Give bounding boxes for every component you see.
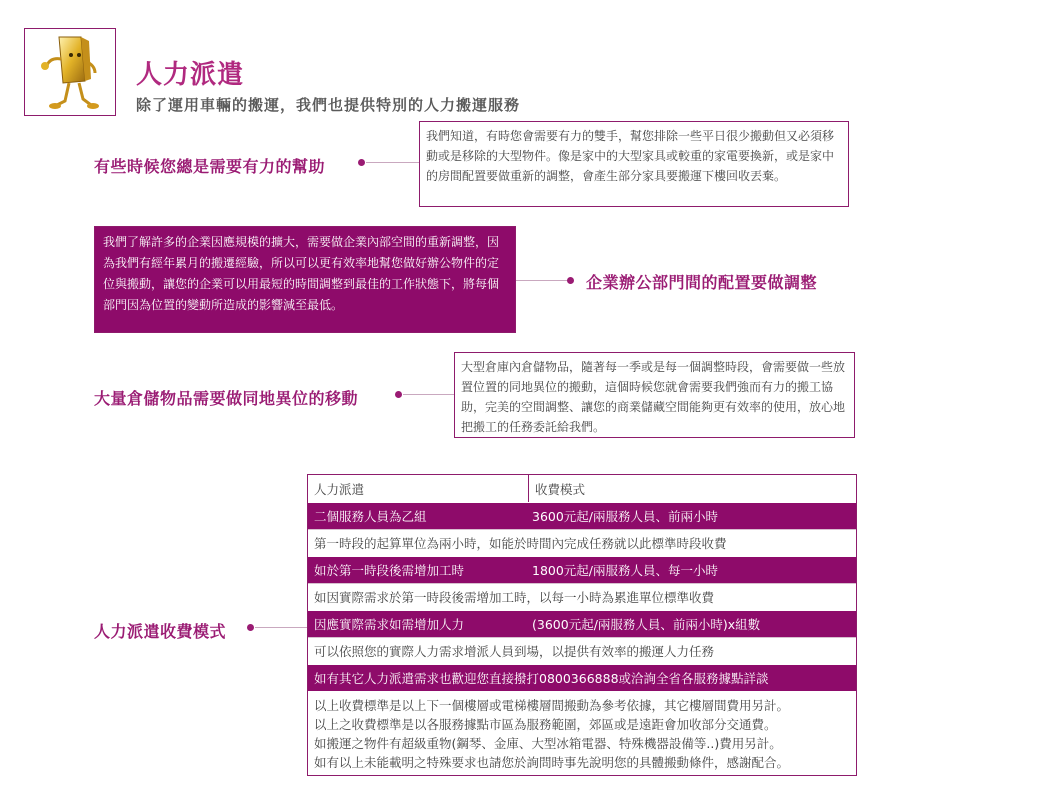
page-title: 人力派遣 bbox=[136, 60, 245, 90]
table-cell: (3600元起/兩服務人員、前兩小時)x組數 bbox=[532, 617, 761, 632]
note-line: 如搬運之物件有超級重物(鋼琴、金庫、大型冰箱電器、特殊機器設備等..)費用另計。 bbox=[314, 736, 782, 751]
note-line: 以上之收費標準是以各服務據點市區為服務範圍，郊區或是遠距會加收部分交通費。 bbox=[314, 717, 777, 732]
section-label-office: 企業辦公部門間的配置要做調整 bbox=[586, 273, 818, 292]
gold-bar-mascot-icon bbox=[24, 28, 116, 116]
table-cell: 第一時段的起算單位為兩小時，如能於時間內完成任務就以此標準時段收費 bbox=[314, 536, 727, 551]
table-row bbox=[308, 583, 856, 610]
page-subtitle: 除了運用車輛的搬運，我們也提供特別的人力搬運服務 bbox=[136, 96, 521, 114]
table-row-contact bbox=[308, 664, 856, 691]
connector-line bbox=[366, 162, 420, 163]
contact-phone-text: 如有其它人力派遣需求也歡迎您直接撥打0800366888或洽詢全省各服務據點詳談 bbox=[314, 671, 769, 686]
bullet-dot bbox=[358, 159, 365, 166]
table-cell: 因應實際需求如需增加人力 bbox=[314, 617, 465, 632]
table-cell: 可以依照您的實際人力需求增派人員到場，以提供有效率的搬運人力任務 bbox=[314, 644, 715, 659]
bullet-dot bbox=[395, 391, 402, 398]
bullet-dot bbox=[567, 277, 574, 284]
table-row bbox=[308, 637, 856, 664]
table-cell: 1800元起/兩服務人員、每一小時 bbox=[532, 563, 719, 578]
table-cell: 3600元起/兩服務人員、前兩小時 bbox=[532, 509, 719, 524]
table-header-cell: 收費模式 bbox=[528, 475, 856, 502]
connector-line bbox=[516, 280, 568, 281]
section-label-help: 有些時候您總是需要有力的幫助 bbox=[94, 157, 326, 176]
table-row bbox=[308, 556, 856, 583]
table-header-row bbox=[308, 475, 856, 502]
table-row bbox=[308, 529, 856, 556]
table-cell: 二個服務人員為乙組 bbox=[314, 509, 427, 524]
section-label-warehouse: 大量倉儲物品需要做同地異位的移動 bbox=[94, 389, 359, 408]
table-cell: 如於第一時段後需增加工時 bbox=[314, 563, 465, 578]
fee-table bbox=[307, 474, 857, 776]
table-cell: 如因實際需求於第一時段後需增加工時，以每一小時為累進單位標準收費 bbox=[314, 590, 715, 605]
table-row bbox=[308, 502, 856, 529]
note-line: 如有以上未能載明之特殊要求也請您於詢問時事先說明您的具體搬動條件，感謝配合。 bbox=[314, 755, 790, 770]
bullet-dot bbox=[247, 624, 254, 631]
section-desc-warehouse: 大型倉庫內倉儲物品，隨著每一季或是每一個調整時段，會需要做一些放置位置的同地異位的搬動，這個時候您就會需要我們強而有力的搬工協助，完美的空間調整、讓您的商業儲藏空間能夠更有效率的使用，放心地把搬工的任務委託給我們。 bbox=[454, 352, 855, 438]
connector-line bbox=[403, 394, 455, 395]
table-header-cell: 人力派遣 bbox=[314, 481, 365, 497]
connector-line bbox=[255, 627, 307, 628]
table-row bbox=[308, 610, 856, 637]
section-label-fee: 人力派遣收費模式 bbox=[94, 622, 227, 641]
fee-notes bbox=[308, 691, 856, 775]
section-desc-office: 我們了解許多的企業因應規模的擴大，需要做企業內部空間的重新調整，因為我們有經年累月的搬遷經驗，所以可以更有效率地幫您做好辦公物件的定位與搬動，讓您的企業可以用最短的時間調整到最佳的工作狀態下，將每個部門因為位置的變動所造成的影響減至最低。 bbox=[94, 226, 516, 333]
section-desc-help: 我們知道，有時您會需要有力的雙手，幫您排除一些平日很少搬動但又必須移動或是移除的大型物件。像是家中的大型家具或較重的家電要換新，或是家中的房間配置要做重新的調整，會產生部分家具要搬運下樓回收丟棄。 bbox=[419, 121, 849, 207]
note-line: 以上收費標準是以上下一個樓層或電梯樓層間搬動為參考依據，其它樓層間費用另計。 bbox=[314, 698, 790, 713]
